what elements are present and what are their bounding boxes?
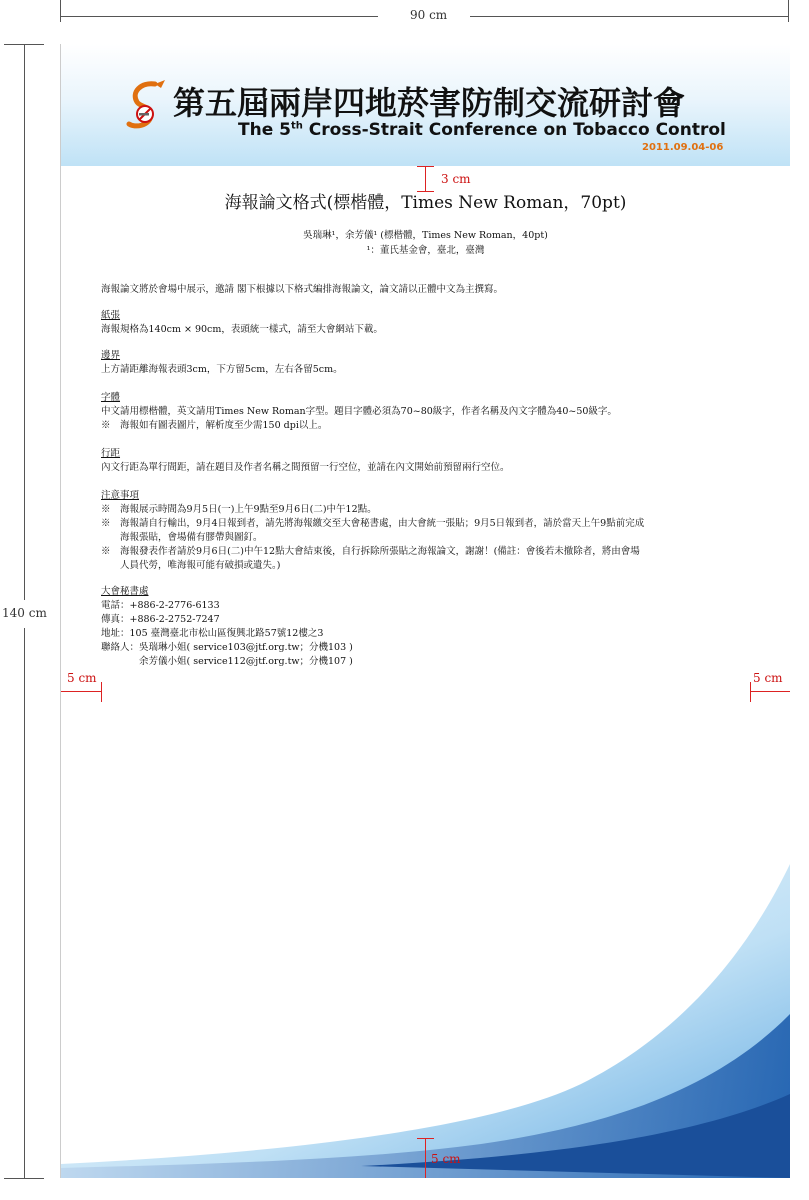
- margins-line: 上方請距離海報表頭3cm，下方留5cm，左右各留5cm。: [101, 364, 343, 375]
- authors-line: 吳瑞琳¹，余芳儀¹ (標楷體，Times New Roman，40pt): [303, 230, 548, 241]
- conference-title-chinese: 第五屆兩岸四地菸害防制交流研討會: [173, 84, 686, 122]
- intro-paragraph: 海報論文將於會場中展示，邀請 閣下根據以下格式編排海報論文，論文請以正體中文為主撰寫。: [101, 284, 504, 295]
- affiliation-line: ¹：董氏基金會，臺北，臺灣: [366, 245, 485, 256]
- right-margin-label: 5 cm: [753, 671, 783, 685]
- notes-line-4: ※ 海報發表作者請於9月6日(二)中午12點大會結束後，自行拆除所張貼之海報論文，謝謝！(備註：會後若未撤除者，將由會場: [101, 546, 640, 557]
- top-margin-guide-tick-top: [417, 166, 434, 167]
- notes-heading: 注意事項: [101, 490, 140, 501]
- notes-line-5: 人員代勞，唯海報可能有破損或遺失。): [101, 560, 281, 571]
- notes-line-1: ※ 海報展示時間為9月5日(一)上午9點至9月6日(二)中午12點。: [101, 504, 377, 515]
- top-margin-label: 3 cm: [441, 172, 471, 186]
- width-dimension-tick-left: [60, 0, 61, 22]
- margins-heading: 邊界: [101, 350, 121, 361]
- height-dimension-tick-top: [4, 44, 44, 45]
- bottom-margin-label: 5 cm: [431, 1152, 461, 1166]
- secretariat-address: 地址：105 臺灣臺北市松山區復興北路57號12樓之3: [101, 628, 324, 639]
- secretariat-fax: 傳真：+886-2-2752-7247: [101, 614, 220, 625]
- height-dimension-tick-bottom: [4, 1178, 44, 1179]
- right-margin-guide-tick: [750, 682, 751, 702]
- fonts-heading: 字體: [101, 392, 121, 403]
- width-dimension-line-right: [470, 16, 789, 17]
- spacing-line: 內文行距為單行間距，請在題目及作者名稱之間預留一行空位，並請在內文開始前預留兩行空位。: [101, 462, 510, 473]
- height-label: 140 cm: [2, 606, 47, 620]
- width-label: 90 cm: [410, 8, 448, 22]
- notes-line-2: ※ 海報請自行輸出，9月4日報到者，請先將海報繳交至大會秘書處，由大會統一張貼；9月5日報到者，請於當天上午9點前完成: [101, 518, 645, 529]
- secretariat-contact-1: 聯絡人：吳瑞琳小姐( service103@jtf.org.tw；分機103 ): [101, 642, 353, 653]
- width-dimension-line-left: [60, 16, 378, 17]
- secretariat-heading: 大會秘書處: [101, 586, 149, 597]
- title-en-superscript: th: [290, 120, 303, 132]
- left-margin-label: 5 cm: [67, 671, 97, 685]
- conference-title-english: [238, 120, 726, 140]
- header-banner: [61, 44, 790, 166]
- paper-heading: 紙張: [101, 310, 121, 321]
- notes-line-3: 海報張貼，會場備有膠帶與圖釘。: [101, 532, 263, 543]
- secretariat-phone: 電話：+886-2-2776-6133: [101, 600, 220, 611]
- dragon-no-smoking-logo: [125, 78, 173, 134]
- conference-date: 2011.09.04-06: [642, 142, 724, 153]
- spacing-heading: 行距: [101, 448, 121, 459]
- fonts-line-1: 中文請用標楷體，英文請用Times New Roman字型。題目字體必須為70~80級字，作者名稱及內文字體為40~50級字。: [101, 406, 617, 417]
- right-margin-guide: [750, 691, 790, 692]
- width-dimension-tick-right: [788, 0, 789, 22]
- title-en-suffix: Cross-Strait Conference on Tobacco Control: [302, 120, 726, 140]
- secretariat-contact-2: 余芳儀小姐( service112@jtf.org.tw；分機107 ): [101, 656, 353, 667]
- height-dimension-line-bottom: [24, 628, 25, 1178]
- fonts-line-2: ※ 海報如有圖表圖片，解析度至少需150 dpi以上。: [101, 420, 328, 431]
- decorative-blue-swoosh: [61, 864, 790, 1178]
- left-margin-guide-tick: [101, 682, 102, 702]
- height-dimension-line-top: [24, 44, 25, 600]
- bottom-margin-guide: [425, 1138, 426, 1178]
- poster-sheet: [60, 44, 790, 1178]
- left-margin-guide: [61, 691, 101, 692]
- paper-line: 海報規格為140cm × 90cm，表頭統一樣式，請至大會網站下載。: [101, 324, 383, 335]
- bottom-margin-guide-tick: [417, 1138, 434, 1139]
- document-title: 海報論文格式(標楷體，Times New Roman，70pt): [224, 193, 627, 213]
- title-en-prefix: The 5: [238, 120, 291, 140]
